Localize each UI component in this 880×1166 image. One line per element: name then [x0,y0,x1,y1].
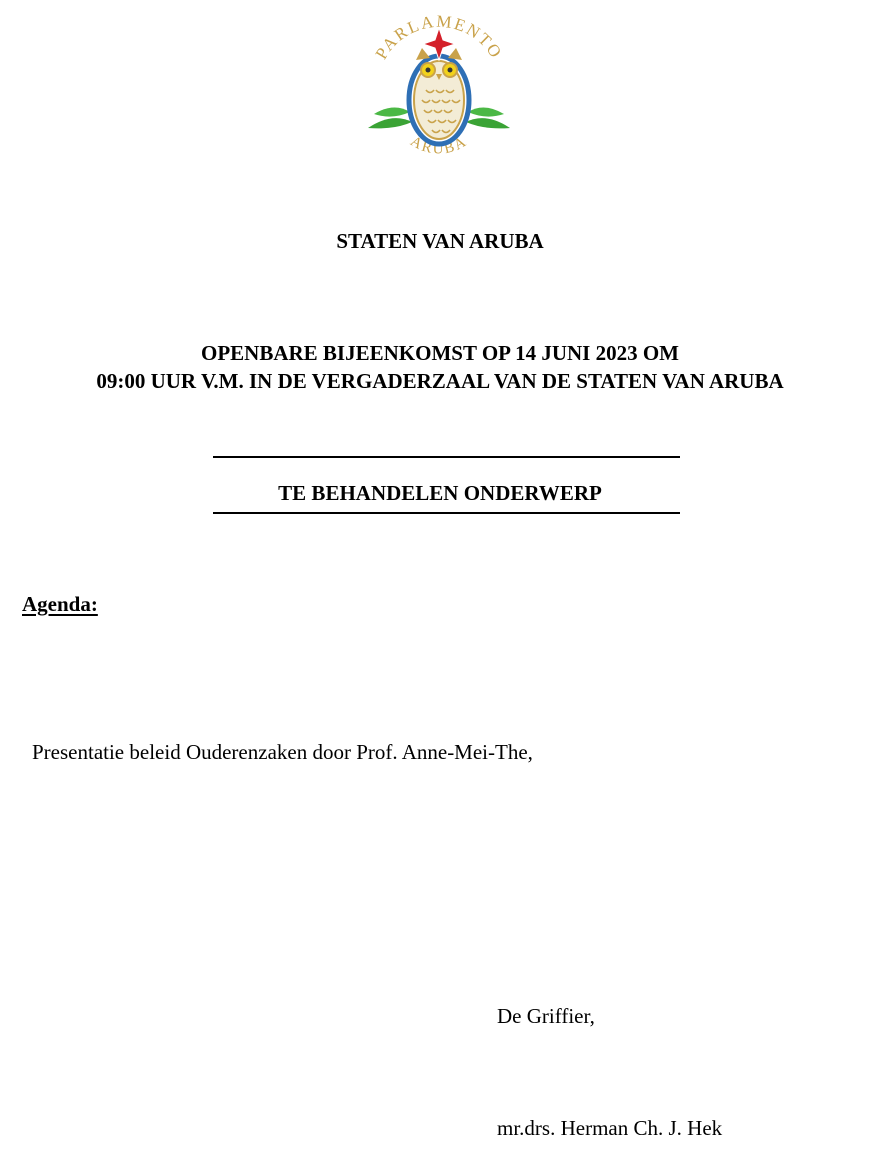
star-icon [423,28,455,60]
agenda-item: Presentatie beleid Ouderenzaken door Prof. Anne-Mei-The, [32,740,533,764]
subject-title: TE BEHANDELEN ONDERWERP [278,481,602,505]
meeting-line-2: 09:00 UUR V.M. IN DE VERGADERZAAL VAN DE STATEN VAN ARUBA [96,369,784,393]
signatory-name: mr.drs. Herman Ch. J. Hek [497,1116,723,1140]
divider-bottom [213,512,680,514]
logo-arc-top-text: PARLAMENTO [371,11,507,63]
institution-title: STATEN VAN ARUBA [336,229,544,253]
parlamento-aruba-logo [364,4,514,170]
meeting-line-1: OPENBARE BIJEENKOMST OP 14 JUNI 2023 OM [201,341,679,365]
signature-closing: De Griffier, [497,1004,595,1028]
logo-arc-bottom-text: ARUBA [407,133,471,158]
agenda-label: Agenda: [22,592,98,616]
divider-top [213,456,680,458]
owl-icon [409,48,469,144]
